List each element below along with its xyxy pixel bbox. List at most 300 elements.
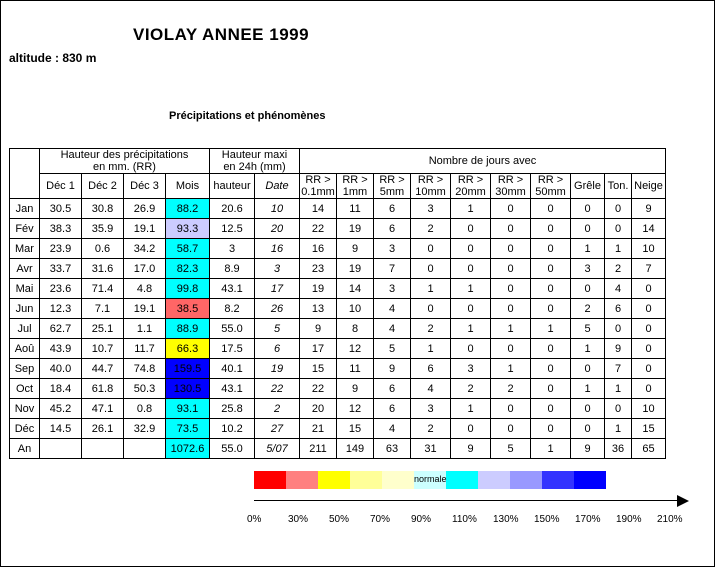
cell-neige: 14	[632, 219, 666, 239]
legend-swatch	[542, 471, 574, 489]
col-rr-50mm	[531, 174, 571, 199]
cell-dec2: 71.4	[82, 279, 124, 299]
col-dec1: Déc 1	[40, 174, 82, 199]
cell-neige: 0	[632, 339, 666, 359]
legend-swatch	[574, 471, 606, 489]
cell-rr-1mm: 12	[337, 339, 374, 359]
cell-grele: 9	[571, 439, 605, 459]
cell-dec1: 40.0	[40, 359, 82, 379]
cell-hauteur-24h: 40.1	[210, 359, 255, 379]
table-row	[10, 219, 666, 239]
cell-grele: 0	[571, 279, 605, 299]
cell-rr-50mm: 0	[531, 359, 571, 379]
col-rr-1mm	[337, 174, 374, 199]
legend-scale-label: 70%	[370, 514, 391, 525]
cell-rr-20mm: 2	[451, 379, 491, 399]
col-rr-5mm-line1: RR >	[379, 174, 405, 186]
table-row	[10, 399, 666, 419]
cell-rr-10mm: 2	[411, 419, 451, 439]
cell-rr-30mm: 0	[491, 199, 531, 219]
cell-rr-50mm: 1	[531, 319, 571, 339]
table-row	[10, 319, 666, 339]
cell-dec2: 0.6	[82, 239, 124, 259]
cell-hauteur-24h: 55.0	[210, 439, 255, 459]
group-header-maxi-line2: en 24h (mm)	[223, 161, 286, 173]
cell-dec3: 19.1	[124, 219, 166, 239]
table-row	[10, 439, 666, 459]
cell-rr-5mm: 5	[374, 339, 411, 359]
table-row	[10, 419, 666, 439]
cell-ton: 6	[605, 299, 632, 319]
cell-hauteur-24h: 55.0	[210, 319, 255, 339]
cell-neige: 9	[632, 199, 666, 219]
cell-rr-1mm: 9	[337, 239, 374, 259]
cell-hauteur-24h: 3	[210, 239, 255, 259]
cell-rr-10mm: 0	[411, 259, 451, 279]
legend-scale-label: 130%	[493, 514, 519, 525]
cell-dec2: 35.9	[82, 219, 124, 239]
cell-total: 88.9	[166, 319, 210, 339]
cell-rr-01mm: 15	[300, 359, 337, 379]
col-rr-10mm-line1: RR >	[417, 174, 444, 186]
cell-total: 66.3	[166, 339, 210, 359]
cell-ton: 4	[605, 279, 632, 299]
cell-date: 17	[255, 279, 300, 299]
cell-date: 3	[255, 259, 300, 279]
cell-dec2: 10.7	[82, 339, 124, 359]
cell-rr-5mm: 4	[374, 419, 411, 439]
page-title: VIOLAY ANNEE 1999	[133, 25, 310, 44]
legend-scale-label: 90%	[411, 514, 432, 525]
cell-hauteur-24h: 12.5	[210, 219, 255, 239]
legend-swatch	[350, 471, 382, 489]
cell-rr-1mm: 14	[337, 279, 374, 299]
cell-rr-1mm: 19	[337, 219, 374, 239]
legend-scale-label: 0%	[247, 514, 262, 525]
cell-dec2: 25.1	[82, 319, 124, 339]
cell-total: 38.5	[166, 299, 210, 319]
cell-date: 22	[255, 379, 300, 399]
table-row	[10, 199, 666, 219]
cell-rr-5mm: 3	[374, 239, 411, 259]
cell-rr-01mm: 14	[300, 199, 337, 219]
cell-grele: 0	[571, 419, 605, 439]
cell-neige: 0	[632, 319, 666, 339]
legend-scale-label: 150%	[534, 514, 560, 525]
col-mois: Mois	[166, 174, 210, 199]
col-date: Date	[255, 174, 300, 199]
col-rr-10mm-line2: 10mm	[415, 186, 446, 198]
cell-dec3: 11.7	[124, 339, 166, 359]
legend-scale-label: 210%	[657, 514, 683, 525]
cell-ton: 36	[605, 439, 632, 459]
col-rr-20mm-line1: RR >	[457, 174, 484, 186]
cell-rr-20mm: 9	[451, 439, 491, 459]
col-rr-01mm-line2: 0.1mm	[301, 186, 335, 198]
col-ton: Ton.	[605, 174, 632, 199]
cell-neige: 10	[632, 399, 666, 419]
col-rr-30mm-line1: RR >	[497, 174, 524, 186]
cell-rr-10mm: 0	[411, 299, 451, 319]
cell-dec1: 18.4	[40, 379, 82, 399]
cell-rr-20mm: 1	[451, 399, 491, 419]
cell-ton: 7	[605, 359, 632, 379]
cell-dec3: 4.8	[124, 279, 166, 299]
table-row	[10, 339, 666, 359]
col-rr-30mm-line2: 30mm	[495, 186, 526, 198]
cell-hauteur-24h: 10.2	[210, 419, 255, 439]
cell-dec1: 23.6	[40, 279, 82, 299]
cell-mois-label: Nov	[10, 399, 40, 419]
cell-grele: 5	[571, 319, 605, 339]
cell-rr-10mm: 0	[411, 239, 451, 259]
cell-rr-5mm: 6	[374, 399, 411, 419]
col-dec2: Déc 2	[82, 174, 124, 199]
legend-swatch	[382, 471, 414, 489]
table-row	[10, 359, 666, 379]
cell-rr-01mm: 23	[300, 259, 337, 279]
cell-rr-20mm: 1	[451, 279, 491, 299]
legend-swatch	[478, 471, 510, 489]
cell-rr-1mm: 8	[337, 319, 374, 339]
table-row	[10, 259, 666, 279]
legend-swatch	[446, 471, 478, 489]
cell-rr-5mm: 6	[374, 379, 411, 399]
cell-hauteur-24h: 8.9	[210, 259, 255, 279]
cell-hauteur-24h: 43.1	[210, 279, 255, 299]
cell-rr-30mm: 1	[491, 319, 531, 339]
cell-rr-10mm: 6	[411, 359, 451, 379]
legend-scale-label: 170%	[575, 514, 601, 525]
cell-total: 159.5	[166, 359, 210, 379]
cell-date: 6	[255, 339, 300, 359]
legend-normale-label: normale	[414, 474, 447, 484]
cell-rr-1mm: 10	[337, 299, 374, 319]
cell-grele: 1	[571, 239, 605, 259]
cell-rr-10mm: 2	[411, 319, 451, 339]
table-group-header-row	[10, 149, 666, 174]
cell-rr-50mm: 0	[531, 399, 571, 419]
cell-mois-label: Mar	[10, 239, 40, 259]
cell-dec2: 7.1	[82, 299, 124, 319]
cell-total: 130.5	[166, 379, 210, 399]
cell-dec1: 23.9	[40, 239, 82, 259]
cell-ton: 1	[605, 419, 632, 439]
cell-rr-01mm: 20	[300, 399, 337, 419]
cell-rr-30mm: 2	[491, 379, 531, 399]
cell-rr-5mm: 9	[374, 359, 411, 379]
cell-dec2: 47.1	[82, 399, 124, 419]
cell-neige: 0	[632, 279, 666, 299]
precipitation-table	[9, 148, 666, 459]
cell-dec3: 34.2	[124, 239, 166, 259]
cell-grele: 0	[571, 399, 605, 419]
cell-mois-label: Mai	[10, 279, 40, 299]
cell-rr-30mm: 0	[491, 239, 531, 259]
cell-rr-50mm: 1	[531, 439, 571, 459]
cell-hauteur-24h: 17.5	[210, 339, 255, 359]
cell-rr-01mm: 9	[300, 319, 337, 339]
cell-rr-50mm: 0	[531, 239, 571, 259]
cell-dec1: 62.7	[40, 319, 82, 339]
cell-rr-30mm: 0	[491, 299, 531, 319]
cell-rr-01mm: 16	[300, 239, 337, 259]
cell-date: 2	[255, 399, 300, 419]
table-header-row	[10, 174, 666, 199]
legend-arrow-line	[254, 500, 679, 501]
cell-rr-20mm: 1	[451, 319, 491, 339]
col-rr-10mm	[411, 174, 451, 199]
cell-total: 93.3	[166, 219, 210, 239]
cell-rr-10mm: 1	[411, 279, 451, 299]
legend-arrow	[254, 495, 694, 507]
cell-dec3: 0.8	[124, 399, 166, 419]
cell-dec3: 17.0	[124, 259, 166, 279]
cell-dec2: 44.7	[82, 359, 124, 379]
cell-grele: 2	[571, 299, 605, 319]
group-header-line1: Hauteur des précipitations	[60, 149, 189, 161]
cell-date: 27	[255, 419, 300, 439]
cell-rr-20mm: 0	[451, 339, 491, 359]
corner-cell	[10, 149, 40, 199]
cell-mois-label: Jul	[10, 319, 40, 339]
cell-total: 88.2	[166, 199, 210, 219]
cell-rr-20mm: 3	[451, 359, 491, 379]
legend-colorbar	[254, 471, 644, 489]
cell-rr-1mm: 15	[337, 419, 374, 439]
cell-total: 99.8	[166, 279, 210, 299]
cell-mois-label: Aoû	[10, 339, 40, 359]
table-row	[10, 239, 666, 259]
cell-rr-1mm: 11	[337, 359, 374, 379]
col-rr-01mm-line1: RR >	[305, 174, 331, 186]
cell-dec1: 33.7	[40, 259, 82, 279]
col-hauteur: hauteur	[210, 174, 255, 199]
table-row	[10, 279, 666, 299]
cell-ton: 0	[605, 319, 632, 339]
cell-dec1: 30.5	[40, 199, 82, 219]
cell-rr-1mm: 9	[337, 379, 374, 399]
subtitle-label: Précipitations et phénomènes	[169, 110, 326, 122]
cell-ton: 1	[605, 379, 632, 399]
cell-rr-10mm: 3	[411, 199, 451, 219]
cell-rr-50mm: 0	[531, 259, 571, 279]
legend-scale-label: 50%	[329, 514, 350, 525]
cell-rr-30mm: 0	[491, 419, 531, 439]
cell-rr-10mm: 1	[411, 339, 451, 359]
cell-hauteur-24h: 20.6	[210, 199, 255, 219]
cell-dec3: 19.1	[124, 299, 166, 319]
cell-rr-10mm: 2	[411, 219, 451, 239]
cell-dec3: 1.1	[124, 319, 166, 339]
col-rr-01mm	[300, 174, 337, 199]
group-header-hauteur-precip	[40, 149, 210, 174]
cell-rr-01mm: 17	[300, 339, 337, 359]
cell-ton: 0	[605, 219, 632, 239]
cell-ton: 0	[605, 199, 632, 219]
group-header-hauteur-maxi	[210, 149, 300, 174]
cell-total: 1072.6	[166, 439, 210, 459]
cell-rr-20mm: 0	[451, 219, 491, 239]
cell-hauteur-24h: 43.1	[210, 379, 255, 399]
cell-rr-01mm: 22	[300, 219, 337, 239]
cell-total: 58.7	[166, 239, 210, 259]
cell-rr-5mm: 4	[374, 319, 411, 339]
cell-rr-30mm: 0	[491, 279, 531, 299]
cell-grele: 1	[571, 339, 605, 359]
cell-rr-01mm: 22	[300, 379, 337, 399]
cell-rr-5mm: 4	[374, 299, 411, 319]
cell-mois-label: An	[10, 439, 40, 459]
cell-rr-20mm: 0	[451, 239, 491, 259]
altitude-label: altitude : 830 m	[9, 51, 97, 65]
col-neige: Neige	[632, 174, 666, 199]
cell-rr-30mm: 0	[491, 219, 531, 239]
legend-scale-label: 190%	[616, 514, 642, 525]
cell-rr-30mm: 0	[491, 339, 531, 359]
cell-rr-5mm: 3	[374, 279, 411, 299]
group-header-maxi-line1: Hauteur maxi	[221, 149, 288, 161]
cell-grele: 0	[571, 199, 605, 219]
col-grele: Grêle	[571, 174, 605, 199]
cell-mois-label: Jun	[10, 299, 40, 319]
cell-mois-label: Sep	[10, 359, 40, 379]
cell-rr-01mm: 19	[300, 279, 337, 299]
legend-swatch	[286, 471, 318, 489]
cell-neige: 0	[632, 359, 666, 379]
cell-rr-50mm: 0	[531, 199, 571, 219]
cell-rr-20mm: 0	[451, 259, 491, 279]
cell-ton: 9	[605, 339, 632, 359]
cell-neige: 15	[632, 419, 666, 439]
table-row	[10, 379, 666, 399]
cell-rr-01mm: 211	[300, 439, 337, 459]
cell-dec2: 30.8	[82, 199, 124, 219]
col-rr-50mm-line1: RR >	[537, 174, 564, 186]
col-rr-50mm-line2: 50mm	[535, 186, 566, 198]
cell-dec1: 14.5	[40, 419, 82, 439]
cell-rr-5mm: 7	[374, 259, 411, 279]
cell-hauteur-24h: 8.2	[210, 299, 255, 319]
legend-swatch	[318, 471, 350, 489]
cell-neige: 65	[632, 439, 666, 459]
cell-ton: 0	[605, 399, 632, 419]
group-header-line2: en mm. (RR)	[93, 161, 156, 173]
cell-rr-30mm: 0	[491, 399, 531, 419]
cell-grele: 1	[571, 379, 605, 399]
table-body	[10, 199, 666, 459]
cell-grele: 3	[571, 259, 605, 279]
legend-arrow-head	[677, 495, 689, 507]
legend-scale-label: 30%	[288, 514, 309, 525]
cell-dec2	[82, 439, 124, 459]
cell-neige: 10	[632, 239, 666, 259]
cell-rr-20mm: 0	[451, 299, 491, 319]
cell-date: 10	[255, 199, 300, 219]
cell-rr-50mm: 0	[531, 379, 571, 399]
cell-mois-label: Avr	[10, 259, 40, 279]
col-rr-5mm-line2: 5mm	[379, 186, 405, 198]
cell-rr-1mm: 149	[337, 439, 374, 459]
cell-rr-50mm: 0	[531, 299, 571, 319]
cell-neige: 7	[632, 259, 666, 279]
cell-date: 19	[255, 359, 300, 379]
cell-dec1: 12.3	[40, 299, 82, 319]
cell-rr-30mm: 5	[491, 439, 531, 459]
cell-rr-5mm: 6	[374, 219, 411, 239]
legend-swatch	[254, 471, 286, 489]
cell-mois-label: Déc	[10, 419, 40, 439]
cell-ton: 2	[605, 259, 632, 279]
cell-grele: 0	[571, 359, 605, 379]
cell-mois-label: Jan	[10, 199, 40, 219]
cell-rr-1mm: 11	[337, 199, 374, 219]
col-rr-1mm-line2: 1mm	[342, 186, 368, 198]
cell-dec1: 45.2	[40, 399, 82, 419]
cell-rr-5mm: 63	[374, 439, 411, 459]
cell-dec1: 38.3	[40, 219, 82, 239]
col-rr-5mm	[374, 174, 411, 199]
cell-dec3: 50.3	[124, 379, 166, 399]
cell-rr-10mm: 4	[411, 379, 451, 399]
cell-rr-50mm: 0	[531, 419, 571, 439]
col-rr-30mm	[491, 174, 531, 199]
cell-date: 26	[255, 299, 300, 319]
cell-rr-20mm: 0	[451, 419, 491, 439]
cell-rr-10mm: 3	[411, 399, 451, 419]
cell-total: 93.1	[166, 399, 210, 419]
cell-rr-30mm: 0	[491, 259, 531, 279]
cell-total: 82.3	[166, 259, 210, 279]
cell-dec2: 61.8	[82, 379, 124, 399]
col-rr-20mm	[451, 174, 491, 199]
cell-dec3: 26.9	[124, 199, 166, 219]
cell-rr-50mm: 0	[531, 279, 571, 299]
cell-hauteur-24h: 25.8	[210, 399, 255, 419]
legend-scale-labels	[241, 514, 701, 528]
cell-dec1: 43.9	[40, 339, 82, 359]
cell-dec3	[124, 439, 166, 459]
cell-grele: 0	[571, 219, 605, 239]
col-rr-1mm-line1: RR >	[342, 174, 368, 186]
cell-dec3: 74.8	[124, 359, 166, 379]
cell-dec1	[40, 439, 82, 459]
legend-scale-label: 110%	[452, 514, 477, 525]
cell-rr-50mm: 0	[531, 219, 571, 239]
cell-rr-01mm: 21	[300, 419, 337, 439]
cell-rr-50mm: 0	[531, 339, 571, 359]
table-row	[10, 299, 666, 319]
cell-dec3: 32.9	[124, 419, 166, 439]
col-rr-20mm-line2: 20mm	[455, 186, 486, 198]
cell-rr-10mm: 31	[411, 439, 451, 459]
col-dec3: Déc 3	[124, 174, 166, 199]
cell-rr-5mm: 6	[374, 199, 411, 219]
legend-swatch	[510, 471, 542, 489]
cell-date: 5/07	[255, 439, 300, 459]
cell-date: 5	[255, 319, 300, 339]
cell-ton: 1	[605, 239, 632, 259]
cell-rr-1mm: 12	[337, 399, 374, 419]
cell-mois-label: Fév	[10, 219, 40, 239]
cell-dec2: 26.1	[82, 419, 124, 439]
cell-rr-01mm: 13	[300, 299, 337, 319]
cell-neige: 0	[632, 299, 666, 319]
cell-date: 20	[255, 219, 300, 239]
cell-dec2: 31.6	[82, 259, 124, 279]
cell-total: 73.5	[166, 419, 210, 439]
group-header-nb-jours: Nombre de jours avec	[300, 149, 666, 174]
